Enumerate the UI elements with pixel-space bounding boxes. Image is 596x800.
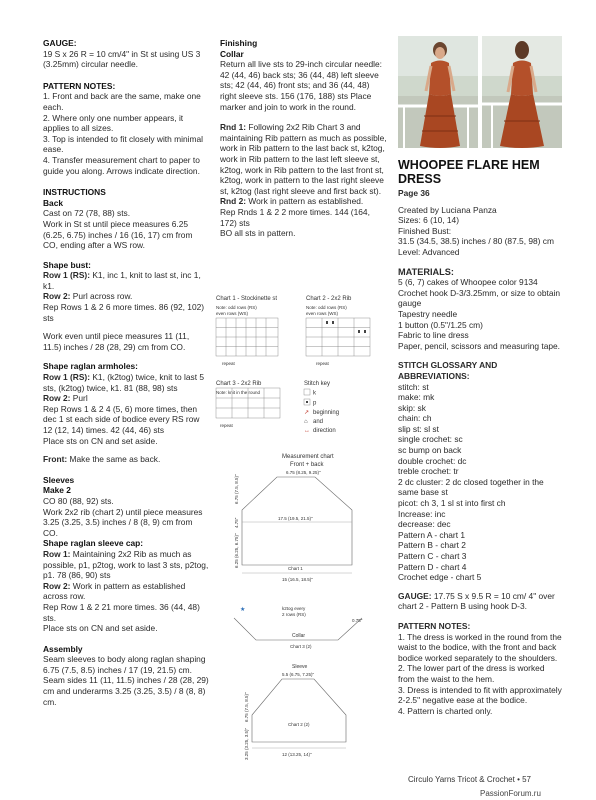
rnd-1 (220, 122, 388, 196)
rnd-2-label: Rnd 2: (220, 196, 247, 207)
shape-bust-heading: Shape bust: (43, 259, 91, 270)
glossary-item: slip st: sl st (398, 423, 439, 434)
page-footer: Circulo Yarns Tricot & Crochet • 57 (408, 775, 531, 784)
raglan-hold: Place sts on CN and set aside. (43, 435, 158, 446)
cap-hold: Place sts on CN and set aside. (43, 623, 158, 634)
bust-row-1-text: K1, inc 1, knit to last st, inc 1, k1. (43, 270, 201, 291)
pattern-notes-heading: PATTERN NOTES: (43, 80, 116, 91)
star-icon: ★ (240, 607, 246, 613)
column-left (43, 38, 209, 707)
raglan-row-2-label: Row 2: (43, 393, 71, 404)
note-3: 3. Top is intended to fit closely with minimal ease. (43, 133, 203, 155)
rnd-1-label: Rnd 1: (220, 122, 247, 133)
glossary-item: 2 dc cluster: 2 dc closed together in the same base st (398, 476, 544, 498)
assembly-heading: Assembly (43, 643, 83, 654)
pattern-title: WHOOPEE FLARE HEM DRESS (398, 158, 540, 186)
gauge-heading: GAUGE: (43, 38, 77, 48)
meas-sub: Front + back (290, 462, 324, 468)
collar-label: Collar (292, 633, 306, 639)
make-2: Make 2 (43, 485, 71, 496)
column-middle (220, 38, 388, 239)
key-p: p (313, 400, 317, 407)
sleeve-diagram (244, 664, 346, 760)
material-1: 5 (6, 7) cakes of Whoopee color 9134 (398, 277, 538, 288)
charts-diagrams (212, 290, 392, 760)
finishing-heading: Finishing (220, 38, 258, 48)
collar-chart: Chart 3 (2) (290, 644, 312, 649)
stitch-key (304, 381, 339, 434)
column-right (398, 158, 563, 716)
instructions-heading: INSTRUCTIONS (43, 187, 106, 198)
sleeves-heading: Sleeves (43, 474, 75, 485)
measurement-chart (234, 454, 352, 582)
raglan-row-1 (43, 372, 209, 393)
sleeve-label: Sleeve (292, 664, 308, 670)
raglan-row-2 (43, 393, 209, 404)
glossary-item: Increase: inc (398, 508, 446, 519)
glossary-item: sc bump on back (398, 445, 462, 456)
gauge-line (398, 591, 563, 612)
info-sizes: Sizes: 6 (10, 14) (398, 215, 459, 226)
chart-2-repeat: repeat (316, 361, 329, 366)
glossary-item: treble crochet: tr (398, 466, 459, 477)
back-line-1: Cast on 72 (78, 88) sts. (43, 208, 131, 219)
sleeve-cap-heading: Shape raglan sleeve cap: (43, 538, 144, 549)
gauge-text-right: 17.75 S x 9.5 R = 10 cm/ 4" over chart 2 - Pattern B using hook D-3. (398, 590, 555, 612)
front-line (43, 454, 209, 465)
bind-off: BO all sts in pattern. (220, 228, 296, 239)
bust-row-1-label: Row 1 (RS): (43, 270, 90, 281)
glossary-item: Pattern C - chart 3 (398, 551, 467, 561)
chart-3-note: Note: knit in the round (216, 390, 261, 395)
glossary-item: Pattern A - chart 1 (398, 529, 466, 540)
material-6: Paper, pencil, scissors and measuring tape. (398, 340, 561, 351)
info-bust-values: 31.5 (34.5, 38.5) inches / 80 (87.5, 98) cm (398, 236, 554, 247)
gauge-label: GAUGE: (398, 590, 432, 601)
meas-left-3: 6.25 (6.25, 6.75)" (234, 533, 239, 568)
glossary-item: single crochet: sc (398, 434, 463, 445)
dress-photos (398, 36, 562, 148)
raglan-repeat: Rep Rows 1 & 2 4 (5, 6) more times, then dec 1 st each side of bodice every RS row 12 (12, 14) times. 42 (44, 46) sts (43, 403, 200, 435)
bust-row-2 (43, 291, 209, 302)
key-and-icon: ⌂ (304, 419, 308, 425)
front-text: Make the same as back. (67, 454, 161, 465)
collar-heading: Collar (220, 48, 244, 59)
bust-even: Work even until piece measures 11 (11, 11.5) inches / 28 (28, 29) cm from CO. (43, 331, 190, 352)
note-1: 1. Front and back are the same, make one each. (43, 91, 201, 112)
sleeve-chart: Chart 2 (2) (288, 722, 310, 727)
sleeve-line-2: Work 2x2 rib (chart 2) until piece measures 3.25 (3.25, 3.5) inches / 8 (8, 9) cm from CO. (43, 506, 203, 538)
glossary-item: chain: ch (398, 413, 432, 424)
chart-1-stockinette (216, 296, 278, 366)
cap-row-1-text: Maintaining 2x2 Rib as much as possible, p1, p2tog, work to last 3 sts, p2tog, p1. 78 (86, 90) sts (43, 548, 209, 581)
cap-row-1 (43, 549, 209, 581)
front-label: Front: (43, 454, 68, 465)
meas-left-2: 4.75" (234, 517, 239, 528)
note-4: 4. Transfer measurement chart to paper to guide you along. Arrows indicate direction. (43, 154, 200, 176)
notes-heading-right: PATTERN NOTES: (398, 620, 471, 631)
cap-row-1-label: Row 1: (43, 548, 71, 559)
glossary-item: decrease: dec (398, 519, 451, 530)
cap-row-2-text: Work in pattern as established across row. (43, 580, 186, 602)
photo-model-back (482, 36, 562, 148)
rnd-2-text: Work in pattern as established. (246, 196, 364, 207)
gauge-text: 19 S x 26 R = 10 cm/4" in St st using US 3 (3.25mm) circular needle. (43, 48, 201, 70)
glossary-list (398, 382, 563, 583)
bust-row-2-label: Row 2: (43, 291, 71, 302)
chart-2-note-odd: Note: odd rows (RS) (306, 305, 347, 310)
note-2: 2. Where only one number appears, it applies to all sizes. (43, 112, 184, 134)
meas-bot: 15 (16.5, 18.5)" (282, 577, 313, 582)
collar-meas: 0.75" (352, 618, 363, 623)
glossary-item: picot: ch 3, 1 sl st into first ch (398, 498, 506, 509)
bust-row-2-text: Purl across row. (70, 291, 133, 302)
photo-model-front (398, 36, 478, 148)
material-5: Fabric to line dress (398, 330, 469, 341)
glossary-item: Pattern D - chart 4 (398, 561, 467, 572)
material-4: 1 button (0.5"/1.25 cm) (398, 319, 483, 330)
glossary-item: make: mk (398, 392, 435, 403)
chart-3-repeat: repeat (220, 423, 233, 428)
key-and: and (313, 419, 324, 425)
raglan-heading: Shape raglan armholes: (43, 361, 138, 372)
rnd-1-text: Following 2x2 Rib Chart 3 and maintaining Rib pattern as much as possible, work in Rib pattern to the last back st, k2tog, work in Rib pattern to the last left sleeve st, k2tog, work in Rib pattern to the last front st, k2tog, work in pattern to the last right sleeve st, k2tog (last right sleeve and first back st). (220, 122, 387, 196)
glossary-item: stitch: st (398, 381, 429, 392)
meas-mid: 17.5 (19.5, 21.5)" (278, 516, 313, 521)
chart-2-note-even: even rows (WS) (306, 311, 339, 316)
key-title: Stitch key (304, 381, 331, 387)
chart-1-title: Chart 1 - Stockinette st (216, 296, 278, 302)
info-level: Level: Advanced (398, 246, 460, 257)
watermark: PassionForum.ru (480, 789, 541, 798)
raglan-row-2-text: Purl (70, 393, 88, 404)
key-k: k (313, 390, 316, 397)
info-bust: Finished Bust: (398, 225, 452, 236)
meas-title: Measurement chart (282, 454, 334, 460)
sleeve-left-2: 3.25 (3.25, 3.5)" (244, 727, 249, 760)
key-direction: direction (313, 428, 336, 434)
glossary-item: double crochet: dc (398, 455, 467, 466)
bust-row-1 (43, 270, 209, 291)
cap-row-2 (43, 581, 209, 602)
material-3: Tapestry needle (398, 308, 458, 319)
sleeve-line-1: CO 80 (88, 92) sts. (43, 495, 114, 506)
glossary-item: Crochet edge - chart 5 (398, 572, 482, 583)
rnd-repeat: Rep Rnds 1 & 2 2 more times. 144 (164, 172) sts (220, 206, 370, 228)
back-heading: Back (43, 197, 64, 208)
key-beginning: beginning (313, 410, 340, 416)
chart-1-note-even: even rows (WS) (216, 311, 249, 316)
rnd-2 (220, 196, 388, 207)
page-ref: Page 36 (398, 188, 430, 198)
right-note-1: 1. The dress is worked in the round from the waist to the bodice, with the front and back bodice worked separately to the shoulders. (398, 631, 562, 663)
sleeve-left-1: 6.75 (7.5, 8.5)" (244, 692, 249, 722)
k2tog-label-2: 2 rows (RS) (282, 612, 306, 617)
chart-3-rib (216, 381, 280, 428)
material-2: Crochet hook D-3/3.25mm, or size to obtain gauge (398, 287, 560, 309)
back-line-2: Work in St st until piece measures 6.25 (6.25, 6.75) inches / 16 (16, 17) cm from CO, ending after a WS row. (43, 218, 193, 251)
right-note-2: 2. The lower part of the dress is worked from the waist to the hem. (398, 663, 545, 684)
glossary-item: skip: sk (398, 402, 426, 413)
meas-top: 6.75 (8.25, 9.25)" (286, 470, 321, 475)
chart-2-title: Chart 2 - 2x2 Rib (306, 296, 352, 302)
chart-1-repeat: repeat (222, 361, 235, 366)
assembly-line-1: Seam sleeves to body along raglan shaping 6.75 (7.5, 8.5) inches / 17 (19, 21.5) cm. (43, 654, 206, 675)
key-direction-icon: ↔ (304, 428, 310, 434)
k2tog-label: k2tog every (282, 606, 306, 611)
materials-heading: MATERIALS: (398, 266, 454, 277)
glossary-item: Pattern B - chart 2 (398, 540, 466, 551)
chart-2-rib (306, 296, 370, 366)
cap-repeat: Rep Row 1 & 2 21 more times. 36 (44, 48) sts. (43, 601, 200, 623)
collar-diagram (234, 606, 363, 649)
chart-1-note-odd: Note: odd rows (RS) (216, 305, 257, 310)
right-note-4: 4. Pattern is charted only. (398, 705, 493, 716)
bust-repeat: Rep Rows 1 & 2 6 more times. 86 (92, 102) sts (43, 302, 205, 323)
chart-3-title: Chart 3 - 2x2 Rib (216, 381, 262, 387)
meas-chart: Chart 1 (288, 566, 303, 571)
raglan-row-1-text: K1, (k2tog) twice, knit to last 5 sts, (k2tog) twice, k1. 81 (88, 98) sts (43, 372, 205, 393)
meas-left-1: 6.75 (7.5, 8.5)" (234, 474, 239, 504)
glossary-heading: STITCH GLOSSARY AND ABBREVIATIONS: (398, 360, 498, 381)
right-note-3: 3. Dress is intended to fit with approximately 2-2.5" negative ease at the bodice. (398, 684, 562, 706)
info-designer: Created by Luciana Panza (398, 204, 497, 215)
assembly-line-2: Seam sides 11 (11, 11.5) inches / 28 (28, 29) cm and underarms 3.25 (3.25, 3.5) / 8 (8, 8) cm. (43, 675, 209, 707)
raglan-row-1-label: Row 1 (RS): (43, 372, 90, 383)
sleeve-top: 5.5 (6.75, 7.25)" (282, 672, 315, 677)
sleeve-bot: 12 (13.25, 14)" (282, 752, 312, 757)
key-arrow-icon: ↗ (304, 410, 310, 416)
cap-row-2-label: Row 2: (43, 580, 71, 591)
collar-text: Return all live sts to 29-inch circular needle: 42 (44, 46) back sts; 36 (44, 48) left sleeve sts; 42 (44, 46) front sts; and 36 (44, 48) right sleeve sts. 156 (176, 188) sts Place marker and join to work in the round. (220, 59, 382, 112)
